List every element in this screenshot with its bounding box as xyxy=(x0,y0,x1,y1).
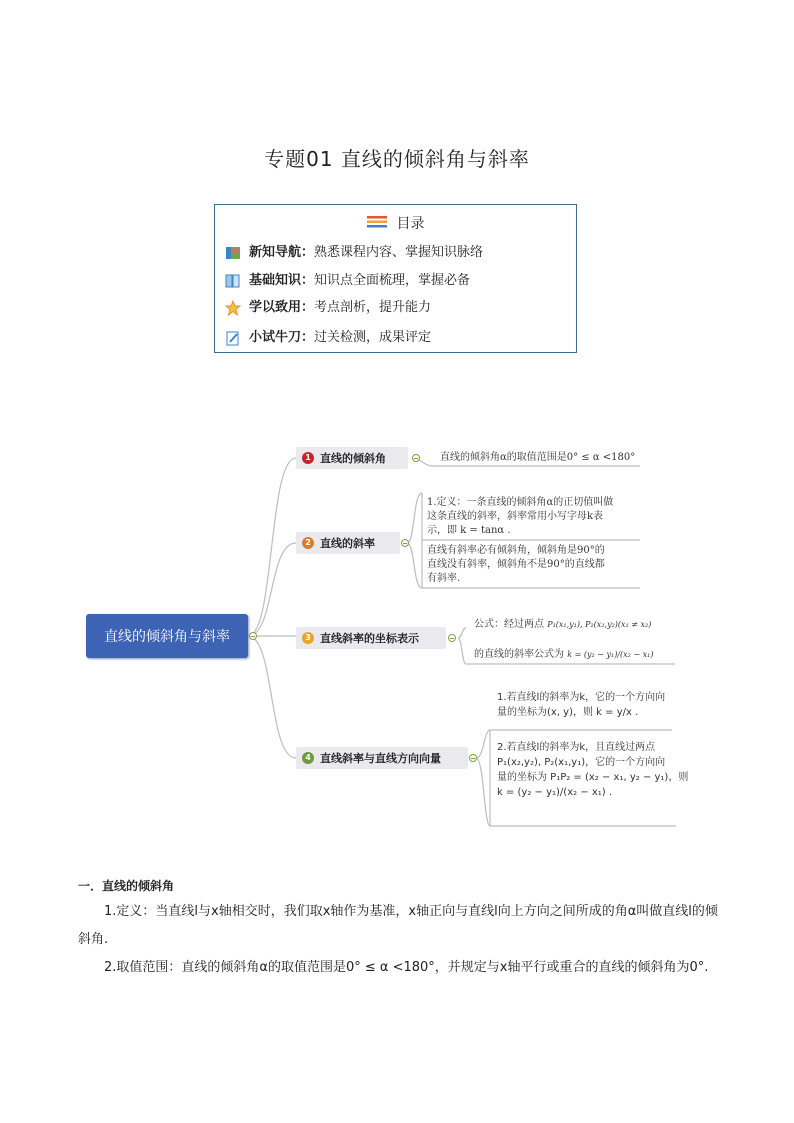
leaf-line: 量的坐标为 P₁P₂ = (x₂ − x₁, y₂ − y₁)，则 xyxy=(497,772,689,783)
branch-slope[interactable] xyxy=(296,532,400,554)
toc-item-text: 过关检测，成果评定 xyxy=(314,330,432,345)
collapse-icon[interactable] xyxy=(401,539,409,547)
section-heading: 一．直线的倾斜角 xyxy=(78,879,175,893)
toc-item-text: 知识点全面梳理，掌握必备 xyxy=(314,273,471,288)
toc-heading-text: 目录 xyxy=(396,216,425,232)
points-expression: P₁(x₁,y₁), P₂(x₂,y₂)(x₁ ≠ x₂) xyxy=(547,620,652,629)
leaf-text: 的直线的斜率公式为 xyxy=(474,649,564,660)
mindmap-root[interactable]: 直线的倾斜角与斜率 xyxy=(86,614,248,658)
branch-number-badge: 2 xyxy=(302,537,314,549)
leaf-line: 直线有斜率必有倾斜角，倾斜角是90°的 xyxy=(427,545,605,556)
branch-number-badge: 4 xyxy=(302,752,314,764)
toc-item-bold: 学以致用： xyxy=(249,300,315,315)
toc-item-text: 考点剖析，提升能力 xyxy=(314,300,432,315)
leaf-slope-existence xyxy=(427,544,605,586)
leaf-line: 2.若直线l的斜率为k，且直线过两点 xyxy=(497,742,656,753)
branch-number-badge: 3 xyxy=(302,632,314,644)
branch-label: 直线斜率的坐标表示 xyxy=(320,632,419,645)
toc-item-bold: 新知导航： xyxy=(249,245,315,260)
slope-formula: k = (y₂ − y₁)/(x₂ − x₁) xyxy=(567,650,654,659)
toc-item-bold: 基础知识： xyxy=(249,273,315,288)
paragraph-definition: 1.定义：当直线l与x轴相交时，我们取x轴作为基准，x轴正向与直线l向上方向之间所成的角α叫做直线l的倾斜角. xyxy=(78,904,718,947)
leaf-two-point-formula xyxy=(474,618,651,632)
branch-label: 直线的斜率 xyxy=(320,537,375,550)
branch-direction-vector[interactable] xyxy=(296,747,468,769)
branch-number-badge: 1 xyxy=(302,452,314,464)
collapse-icon[interactable] xyxy=(448,634,456,642)
paragraph-range: 2.取值范围：直线的倾斜角α的取值范围是0° ≤ α <180°，并规定与x轴平行或重合的直线的倾斜角为0°. xyxy=(104,960,709,975)
leaf-line: 有斜率. xyxy=(427,573,461,584)
leaf-text: 公式：经过两点 xyxy=(474,619,544,630)
leaf-line: 直线没有斜率，倾斜角不是90°的直线都 xyxy=(427,559,605,570)
branch-coordinate-formula[interactable] xyxy=(296,627,446,649)
leaf-line: P₁(x₂,y₂), P₂(x₁,y₁)，它的一个方向向 xyxy=(497,757,666,768)
leaf-line: 这条直线的斜率，斜率常用小写字母k表 xyxy=(427,511,604,522)
branch-label: 直线斜率与直线方向向量 xyxy=(320,752,441,765)
leaf-line: 量的坐标为(x, y)，则 k = y/x . xyxy=(497,707,639,718)
leaf-line: 1.定义：一条直线的倾斜角α的正切值叫做 xyxy=(427,497,614,508)
leaf-formula-line xyxy=(474,648,653,662)
leaf-angle-range: 直线的倾斜角α的取值范围是0° ≤ α <180° xyxy=(440,452,636,463)
branch-inclination-angle[interactable] xyxy=(296,447,408,469)
leaf-vector-slope xyxy=(497,690,665,720)
toc-item-text: 熟悉课程内容、掌握知识脉络 xyxy=(314,245,484,260)
branch-label: 直线的倾斜角 xyxy=(320,452,386,465)
collapse-icon[interactable] xyxy=(469,754,477,762)
leaf-line: 1.若直线l的斜率为k，它的一个方向向 xyxy=(497,692,666,703)
leaf-line: 示，即 k = tanα . xyxy=(427,525,511,536)
collapse-icon[interactable] xyxy=(249,632,257,640)
leaf-line: k = (y₂ − y₁)/(x₂ − x₁) . xyxy=(497,787,613,798)
toc-item-bold: 小试牛刀： xyxy=(249,330,315,345)
leaf-vector-two-points xyxy=(497,740,688,800)
page-title: 专题01 直线的倾斜角与斜率 xyxy=(264,147,530,171)
collapse-icon[interactable] xyxy=(412,454,420,462)
leaf-slope-definition xyxy=(427,496,613,538)
